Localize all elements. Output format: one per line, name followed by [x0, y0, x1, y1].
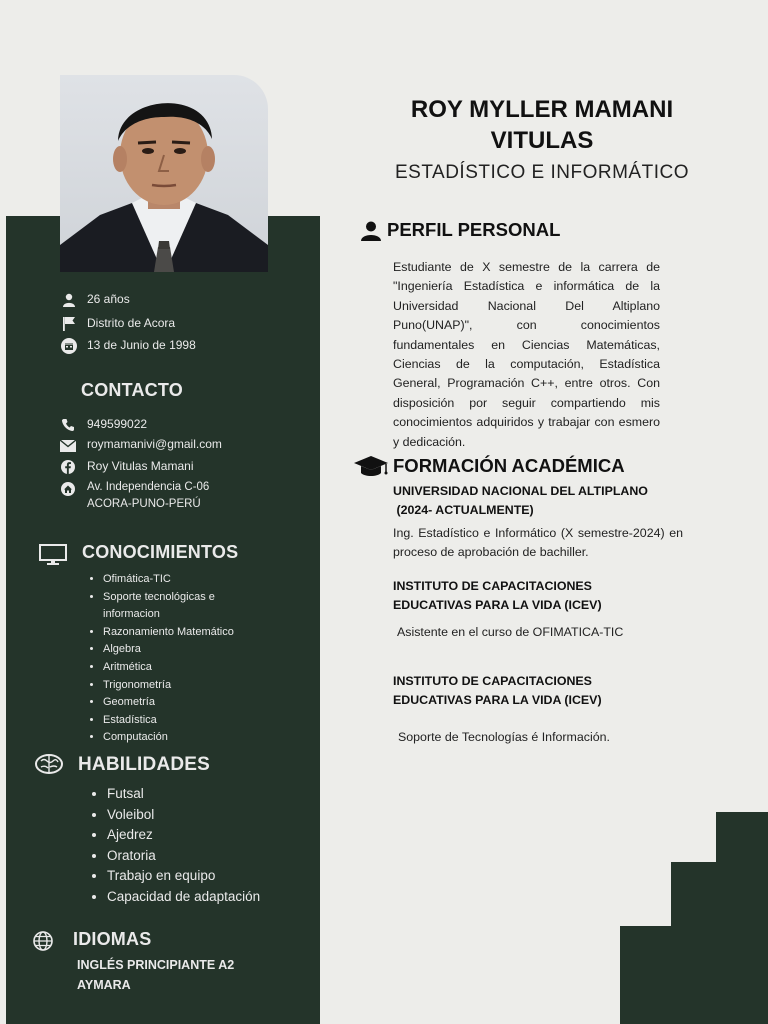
decorative-step [620, 926, 768, 1024]
home-icon [60, 481, 76, 497]
list-item: • Trabajo en equipo [107, 866, 260, 887]
profile-photo [60, 75, 268, 272]
list-item: • Voleibol [107, 805, 260, 826]
language-item: INGLÉS PRINCIPIANTE A2 [77, 958, 235, 972]
profile-heading: PERFIL PERSONAL [387, 219, 561, 240]
list-item: • Geometría [103, 694, 234, 712]
list-item: • Capacidad de adaptación [107, 887, 260, 908]
institution-name: UNIVERSIDAD NACIONAL DEL ALTIPLANO (2024- ACTUALMENTE) [393, 484, 648, 517]
list-item: • Ofimática-TIC [103, 571, 234, 589]
list-item-continuation: informacion [103, 608, 160, 621]
user-icon [359, 220, 383, 242]
list-item: • Oratoria [107, 846, 260, 867]
list-item: • Algebra [103, 641, 234, 659]
email-text[interactable]: roymamanivi@gmail.com [87, 437, 222, 451]
skills-heading: HABILIDADES [78, 754, 211, 775]
address-line1: Av. Independencia C-06 [87, 481, 210, 493]
district-text: Distrito de Acora [87, 316, 176, 330]
institution-description: Ing. Estadístico e Informático (X semestre-2024) en proceso de aprobación de bachiller. [393, 526, 683, 560]
institution-description: Asistente en el curso de OFIMATICA-TIC [397, 625, 624, 639]
profession: ESTADÍSTICO E INFORMÁTICO [395, 162, 689, 183]
institution-description: Soporte de Tecnologías é Información. [398, 730, 610, 744]
calendar-icon [60, 337, 78, 355]
facebook-text[interactable]: Roy Vitulas Mamani [87, 459, 194, 473]
facebook-icon [60, 459, 76, 475]
language-item: AYMARA [77, 978, 131, 992]
flag-icon [61, 315, 77, 331]
knowledge-heading: CONOCIMIENTOS [82, 542, 239, 562]
institution-name: INSTITUTO DE CAPACITACIONES EDUCATIVAS PARA LA VIDA (ICEV) [393, 579, 602, 612]
globe-icon [32, 930, 54, 952]
list-item: • Computación [103, 729, 234, 747]
contact-heading: CONTACTO [81, 380, 183, 400]
brain-icon [34, 753, 64, 775]
list-item: • Ajedrez [107, 825, 260, 846]
full-name: ROY MYLLER MAMANI VITULAS [410, 96, 674, 154]
list-item: • Futsal [107, 784, 260, 805]
list-item: • Aritmética [103, 659, 234, 677]
age-text: 26 años [87, 292, 130, 306]
phone-text[interactable]: 949599022 [87, 417, 148, 431]
address-line2: ACORA-PUNO-PERÚ [87, 498, 201, 510]
birthdate-text: 13 de Junio de 1998 [87, 338, 196, 352]
education-heading: FORMACIÓN ACADÉMICA [393, 455, 625, 476]
skills-list [89, 784, 260, 907]
list-item: • Razonamiento Matemático [103, 624, 234, 642]
phone-icon [60, 417, 76, 433]
list-item: • Estadística [103, 712, 234, 730]
profile-text: Estudiante de X semestre de la carrera de "Ingeniería Estadística e informática de la Universidad Nacional Del Altiplano Puno(UNAP)", con conocimientos fundamentales en Ciencias Matemáticas, Ciencias de la computación, Estadística General, Programación C++, entre otros. Con disposición por seguir compartiendo mis conocimientos adquiridos y trabajar con esmero y dedicación. [393, 260, 660, 449]
mail-icon [59, 438, 77, 454]
person-icon [61, 292, 77, 308]
graduation-cap-icon [352, 454, 390, 480]
languages-heading: IDIOMAS [73, 929, 152, 949]
institution-name: INSTITUTO DE CAPACITACIONES EDUCATIVAS PARA LA VIDA (ICEV) [393, 674, 602, 707]
list-item: • Trigonometría [103, 677, 234, 695]
monitor-icon [38, 543, 68, 567]
list-item: • Soporte tecnológicas e informacion [103, 589, 234, 624]
knowledge-list [85, 571, 234, 747]
